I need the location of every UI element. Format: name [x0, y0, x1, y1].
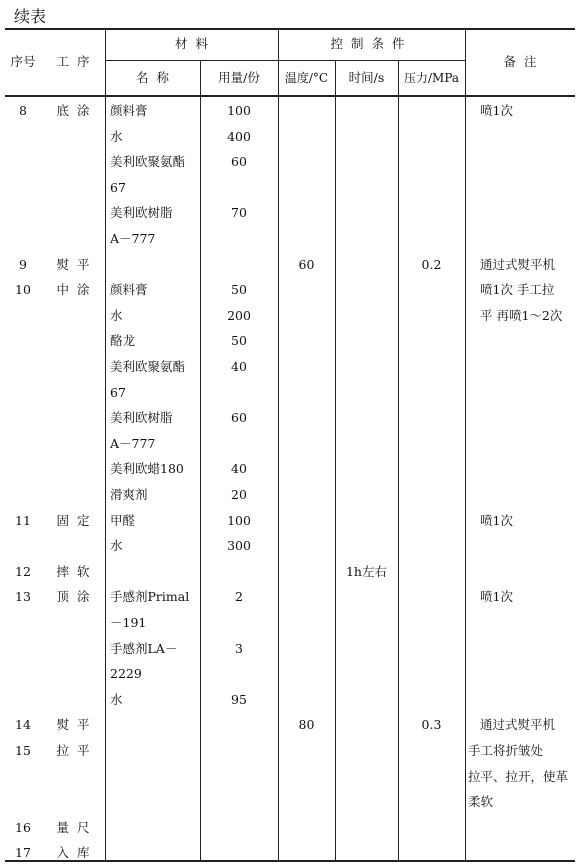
seq-cell: 11 — [15, 512, 31, 528]
material-name-cell: 美利欧树脂 — [110, 410, 173, 426]
amount-cell: 95 — [231, 691, 247, 707]
amount-cell: 200 — [227, 307, 251, 323]
material-name-cell: 67 — [110, 179, 126, 195]
temperature-cell: 80 — [298, 717, 315, 733]
amount-cell: 100 — [227, 103, 251, 118]
seq-cell: 9 — [19, 256, 27, 272]
remarks-cell: 喷1次 — [480, 512, 513, 528]
material-name-cell: 手感剂Primal — [110, 589, 190, 605]
material-name-cell: 美利欧聚氨酯 — [110, 359, 186, 374]
header-amount: 用量/份 — [218, 70, 260, 85]
remarks-cell: 拉平、拉开，使革 — [468, 768, 569, 784]
header-pressure: 压力/MPa — [403, 71, 460, 85]
col-divider — [398, 60, 399, 860]
material-name-cell: 水 — [110, 128, 123, 144]
process-cell: 熨 平 — [56, 717, 90, 733]
process-cell: 中 涂 — [56, 282, 90, 298]
pressure-cell: 0.2 — [421, 256, 442, 272]
amount-cell: 40 — [231, 359, 247, 374]
remarks-cell: 喷1次 — [480, 103, 513, 118]
material-name-cell: A－777 — [110, 231, 156, 246]
process-cell: 顶 涂 — [56, 589, 90, 605]
top-rule — [5, 28, 575, 30]
header-process: 工 序 — [56, 54, 90, 69]
table-caption: 续表 — [14, 7, 47, 26]
seq-cell: 12 — [15, 563, 31, 579]
process-cell: 底 涂 — [56, 103, 90, 118]
amount-cell: 3 — [235, 640, 243, 656]
seq-cell: 13 — [15, 589, 31, 605]
remarks-cell: 通过式熨平机 — [480, 256, 556, 272]
seq-cell: 16 — [15, 819, 31, 835]
time-cell: 1h左右 — [345, 563, 387, 579]
amount-cell: 60 — [231, 410, 247, 426]
material-name-cell: 滑爽剂 — [110, 487, 148, 502]
material-name-cell: －191 — [110, 615, 147, 630]
remarks-cell: 通过式熨平机 — [480, 717, 556, 733]
material-name-cell: 67 — [110, 384, 126, 400]
remarks-cell: 喷1次 — [480, 589, 513, 605]
amount-cell: 50 — [231, 282, 247, 298]
col-divider — [105, 28, 106, 860]
header-seq: 序号 — [10, 54, 36, 69]
amount-cell: 100 — [227, 512, 251, 528]
process-cell: 熨 平 — [56, 256, 90, 272]
material-name-cell: 美利欧蜡180 — [110, 461, 184, 477]
material-name-cell: 水 — [110, 691, 123, 707]
material-name-cell: 美利欧树脂 — [110, 205, 173, 221]
amount-cell: 40 — [231, 461, 247, 477]
header-remarks: 备 注 — [503, 54, 537, 69]
material-name-cell: 水 — [110, 307, 123, 323]
seq-cell: 17 — [15, 845, 31, 861]
process-cell: 拉 平 — [56, 743, 90, 758]
temperature-cell: 60 — [298, 256, 315, 272]
amount-cell: 300 — [227, 538, 251, 554]
material-name-cell: 颜料膏 — [110, 282, 148, 298]
material-name-cell: 甲醛 — [110, 512, 136, 528]
header-materials: 材 料 — [175, 36, 208, 51]
process-cell: 入 库 — [56, 845, 90, 861]
process-cell: 固 定 — [56, 512, 90, 528]
amount-cell: 60 — [231, 154, 247, 170]
seq-cell: 15 — [15, 743, 31, 758]
header-name: 名 称 — [136, 70, 169, 85]
seq-cell: 8 — [19, 103, 27, 118]
remarks-cell: 喷1次 手工拉 — [480, 282, 555, 298]
header-mid-rule — [105, 60, 465, 61]
material-name-cell: 酪龙 — [110, 333, 136, 349]
material-name-cell: 2229 — [110, 666, 142, 682]
col-divider — [335, 60, 336, 860]
remarks-cell: 柔软 — [468, 794, 494, 810]
amount-cell: 400 — [227, 128, 251, 144]
amount-cell: 50 — [231, 333, 247, 349]
material-name-cell: 美利欧聚氨酯 — [110, 154, 186, 170]
material-name-cell: 颜料膏 — [110, 103, 148, 118]
col-divider — [465, 28, 466, 860]
header-time: 时间/s — [348, 70, 385, 85]
remarks-cell: 手工将折皱处 — [468, 743, 544, 758]
material-name-cell: A－777 — [110, 435, 156, 451]
material-name-cell: 水 — [110, 538, 123, 554]
process-cell: 摔 软 — [56, 563, 90, 579]
header-bottom-rule — [5, 95, 575, 97]
header-control: 控制条件 — [330, 36, 413, 51]
amount-cell: 70 — [231, 205, 247, 221]
remarks-cell: 平 再喷1～2次 — [480, 307, 563, 323]
seq-cell: 10 — [15, 282, 31, 298]
header-temp: 温度/°C — [284, 71, 329, 85]
pressure-cell: 0.3 — [421, 717, 442, 733]
process-cell: 量 尺 — [56, 819, 90, 835]
amount-cell: 20 — [231, 487, 247, 502]
amount-cell: 2 — [235, 589, 243, 605]
material-name-cell: 手感剂LA－ — [110, 640, 178, 656]
seq-cell: 14 — [15, 717, 31, 733]
